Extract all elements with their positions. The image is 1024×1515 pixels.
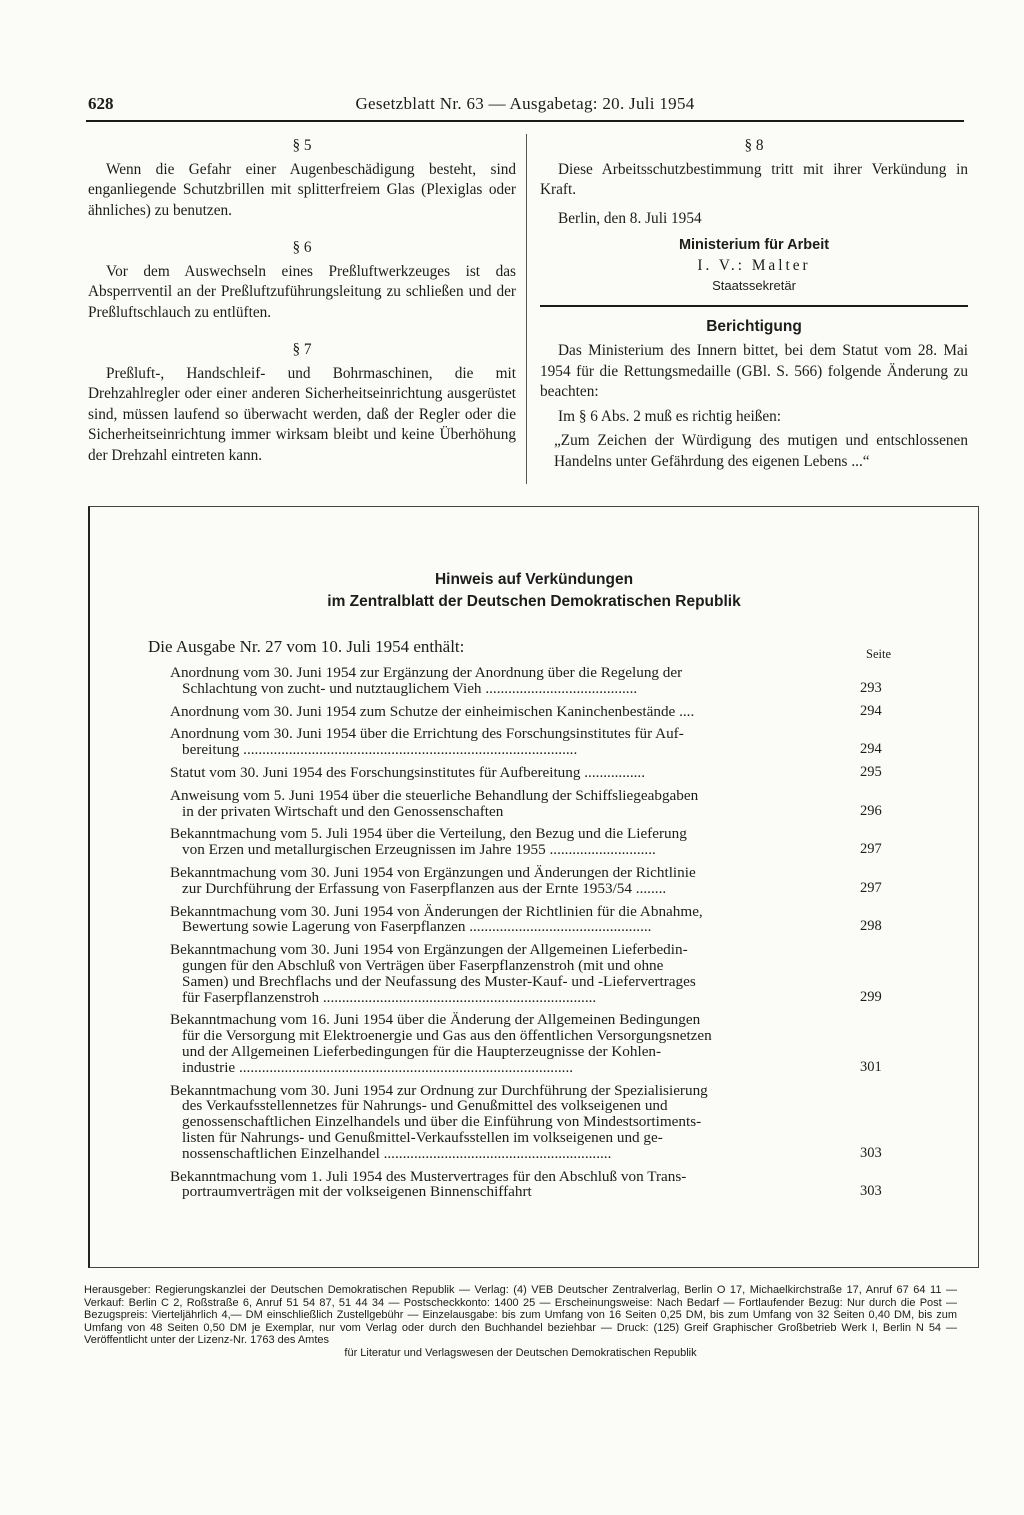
contents-entry: [170, 1083, 890, 1162]
entry-line: von Erzen und metallurgischen Erzeugnissen im Jahre 1955 ............................: [182, 842, 656, 858]
imprint-last-line: für Literatur und Verlagswesen der Deutschen Demokratischen Republik: [344, 1346, 697, 1359]
entry-line: für Faserpflanzenstroh ........................................................................: [182, 989, 597, 1006]
contents-entry: [170, 826, 890, 858]
contents-entry: [170, 865, 890, 897]
entry-line: listen für Nahrungs- und Genußmittel-Verkaufsstellen im volkseigenen und ge-: [182, 1129, 663, 1146]
entry-line: nossenschaftlichen Einzelhandel ............................................................: [182, 1145, 612, 1162]
ministry-name: Ministerium für Arbeit: [678, 237, 830, 253]
contents-entry: [170, 765, 890, 781]
entry-line: Anweisung vom 5. Juni 1954 über die steuerliche Behandlung der Schiffsliegeabgaben: [170, 787, 699, 804]
entry-line: Anordnung vom 30. Juni 1954 über die Errichtung des Forschungsinstitutes für Auf-: [170, 726, 684, 743]
contents-entry: [170, 904, 890, 936]
entry-line: genossenschaftlichen Einzelhandels und über die Einführung von Mindestsortiments-: [182, 1114, 702, 1130]
entry-page-number: 294: [860, 741, 882, 758]
notice-box: [88, 506, 979, 1268]
contents-entry: [170, 942, 890, 1005]
entry-line: Bekanntmachung vom 30. Juni 1954 zur Ordnung zur Durchführung der Spezialisierung: [170, 1082, 708, 1099]
entry-page-number: 303: [860, 1183, 882, 1200]
entry-page-number: 296: [860, 802, 882, 819]
entry-line: des Verkaufsstellennetzes für Nahrungs- und Genußmittel des volkseigenen und: [182, 1098, 668, 1115]
entry-line: portraumverträgen mit der volkseigenen Binnenschiffahrt: [182, 1184, 532, 1201]
entry-line: Samen) und Brechflachs und der Neufassung des Muster-Kauf- und -Liefervertrages: [182, 973, 696, 990]
right-column: [540, 136, 968, 472]
entry-line: Anordnung vom 30. Juni 1954 zur Ergänzung der Anordnung über die Regelung der: [170, 665, 683, 681]
entry-page-number: 293: [860, 679, 882, 696]
entry-line: in der privaten Wirtschaft und den Genossenschaften: [182, 803, 504, 820]
berichtigung-quote: „Zum Zeichen der Würdigung des mutigen und entschlossenen Handelns unter Gefährdung des eigenen Lebens ...“: [554, 432, 968, 470]
signer-name: I. V.: Malter: [697, 256, 811, 274]
entry-line: Bekanntmachung vom 1. Juli 1954 des Mustervertrages für den Abschluß von Trans-: [170, 1168, 687, 1185]
entry-page-number: 298: [860, 918, 882, 935]
entry-line: und der Allgemeinen Lieferbedingungen für die Haupterzeugnisse der Kohlen-: [182, 1043, 662, 1060]
issue-line: Die Ausgabe Nr. 27 vom 10. Juli 1954 enthält:: [148, 637, 465, 656]
entry-page-number: 297: [860, 841, 882, 858]
entry-line: gungen für den Abschluß von Verträgen über Faserpflanzenstroh (mit und ohne: [182, 957, 664, 974]
entry-page-number: 303: [860, 1144, 882, 1161]
paragraph-text: Preßluft-, Handschleif- und Bohrmaschinen, die mit Drehzahlregler oder einer anderen Sicherheitseinrichtung ausgerüstet sind, müssen laufend so überwacht werden, daß der Regler oder die Sicherheitseinrichtung immer wirksam bleibt und keine Überhöhung der Drehzahl eintreten kann.: [88, 364, 516, 464]
paragraph-sign: § 7: [292, 341, 312, 358]
entry-line: für die Versorgung mit Elektroenergie und Gas aus den öffentlichen Versorgungsnetzen: [182, 1028, 712, 1044]
entry-line: Bekanntmachung vom 30. Juni 1954 von Ergänzungen der Allgemeinen Lieferbedin-: [170, 942, 688, 958]
imprint-text: Herausgeber: Regierungskanzlei der Deutschen Demokratischen Republik — Verlag: (4) VEB Deutscher Zentralverlag, Berlin O 17, Michaelkirchstraße 17, Anruf 67 64 11 — Verkauf: Berlin C 2, Roßstraße 6, Anruf 51 54 87, 51 44 34 — Postscheckkonto: 1400 25 — Erscheinungsweise: Nach Bedarf — Fortlaufender Bezug: Nur durch die Post — Bezugspreis: Vierteljährlich 4,— DM einschließlich Zustellgebühr — Einzelausgabe: bis zum Umfang von 16 Seiten 0,25 DM, bis zum Umfang von 32 Seiten 0,40 DM, bis zum Umfang von 48 Seiten 0,50 DM je Exemplar, nur vom Verlag oder durch den Buchhandel beziehbar — Druck: (125) Greif Graphischer Großbetrieb Werk I, Berlin N 54 — Veröffentlicht unter der Lizenz-Nr. 1763 des Amtes: [84, 1284, 957, 1347]
entry-line: Statut vom 30. Juni 1954 des Forschungsinstitutes für Aufbereitung ................: [170, 764, 646, 781]
contents-entry: [170, 665, 890, 697]
entry-line: Anordnung vom 30. Juni 1954 zum Schutze der einheimischen Kaninchenbestände ....: [170, 703, 695, 720]
contents-entry: [170, 788, 890, 820]
entry-page-number: 299: [860, 988, 882, 1005]
berichtigung-title: Berichtigung: [706, 317, 802, 335]
entry-line: Bekanntmachung vom 30. Juni 1954 von Ergänzungen und Änderungen der Richtlinie: [170, 864, 696, 881]
page-column-label: Seite: [866, 647, 891, 661]
notice-title-line: Hinweis auf Verkündungen: [434, 571, 634, 588]
contents-entry: [170, 1169, 890, 1201]
column-divider: [526, 134, 527, 484]
contents-entry: [170, 1012, 890, 1075]
berichtigung-instruction: Im § 6 Abs. 2 muß es richtig heißen:: [558, 407, 782, 425]
entry-line: Bekanntmachung vom 16. Juni 1954 über die Änderung der Allgemeinen Bedingungen: [170, 1012, 701, 1029]
entry-line: bereitung ........................................................................................: [182, 742, 578, 758]
paragraph-sign: § 6: [292, 239, 312, 256]
entry-page-number: 297: [860, 879, 882, 896]
imprint: [84, 1284, 957, 1360]
notice-title: [90, 569, 978, 613]
entry-line: industrie ........................................................................................: [182, 1059, 574, 1076]
page-number: 628: [88, 94, 114, 113]
date-line: Berlin, den 8. Juli 1954: [558, 209, 702, 227]
paragraph-sign: § 5: [292, 137, 312, 154]
entry-line: Bewertung sowie Lagerung von Faserpflanzen ................................................: [182, 919, 652, 936]
paragraph-6: [88, 238, 516, 323]
contents-entry: [170, 704, 890, 720]
entry-line: Bekanntmachung vom 5. Juli 1954 über die Verteilung, den Bezug und die Lieferung: [170, 826, 687, 843]
entry-page-number: 301: [860, 1058, 882, 1075]
entry-line: Bekanntmachung vom 30. Juni 1954 von Änderungen der Richtlinien für die Abnahme,: [170, 903, 703, 920]
notice-title-line: im Zentralblatt der Deutschen Demokratischen Republik: [327, 593, 741, 610]
entry-line: zur Durchführung der Erfassung von Faserpflanzen aus der Ernte 1953/54 ........: [182, 880, 667, 897]
paragraph-7: [88, 340, 516, 466]
section-divider: [540, 305, 968, 307]
contents-entry: [170, 726, 890, 758]
entry-page-number: 294: [860, 702, 882, 719]
page-header: [86, 94, 964, 122]
entry-line: Schlachtung von zucht- und nutztauglichem Vieh ........................................: [182, 680, 638, 697]
running-head: Gesetzblatt Nr. 63 — Ausgabetag: 20. Juli 1954: [355, 94, 695, 113]
paragraph-5: [88, 136, 516, 221]
signer-role: Staatssekretär: [712, 278, 796, 293]
left-column: [88, 136, 516, 466]
paragraph-sign: § 8: [744, 137, 764, 154]
contents-list: [170, 665, 890, 1207]
entry-page-number: 295: [860, 763, 882, 780]
paragraph-text: Diese Arbeitsschutzbestimmung tritt mit ihrer Verkündung in Kraft.: [540, 160, 968, 198]
paragraph-text: Vor dem Auswechseln eines Preßluftwerkzeuges ist das Absperrventil an der Preßluftzuführungsleitung zu schließen und der Preßluftschlauch zu entlüften.: [88, 262, 516, 321]
berichtigung-text: Das Ministerium des Innern bittet, bei dem Statut vom 28. Mai 1954 für die Rettungsmedaille (GBl. S. 566) folgende Änderung zu beachten:: [540, 342, 968, 400]
paragraph-text: Wenn die Gefahr einer Augenbeschädigung besteht, sind enganliegende Schutzbrillen mit splitterfreiem Glas (Plexiglas oder ähnliches) zu benutzen.: [88, 160, 516, 219]
